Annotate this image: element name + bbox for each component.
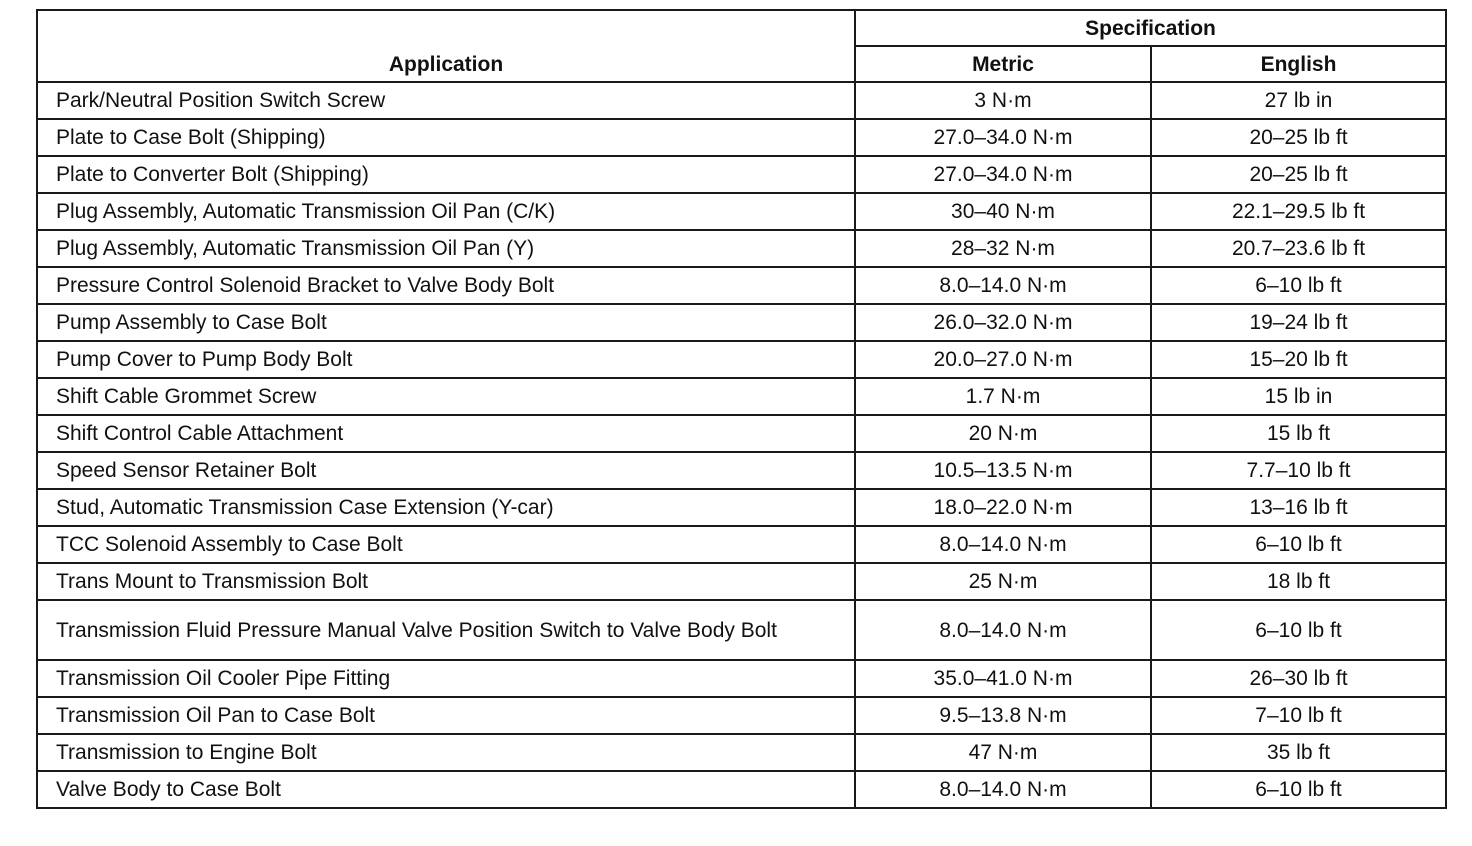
application-cell: Pump Assembly to Case Bolt bbox=[37, 304, 855, 341]
application-column-header: Application bbox=[37, 10, 855, 82]
application-cell: Trans Mount to Transmission Bolt bbox=[37, 563, 855, 600]
table-row bbox=[37, 697, 1446, 734]
english-cell: 19–24 lb ft bbox=[1151, 304, 1446, 341]
table-row bbox=[37, 563, 1446, 600]
application-cell: TCC Solenoid Assembly to Case Bolt bbox=[37, 526, 855, 563]
english-cell: 26–30 lb ft bbox=[1151, 660, 1446, 697]
table-body bbox=[37, 82, 1446, 808]
metric-cell: 26.0–32.0 N·m bbox=[855, 304, 1151, 341]
english-cell: 27 lb in bbox=[1151, 82, 1446, 119]
application-cell: Transmission to Engine Bolt bbox=[37, 734, 855, 771]
english-cell: 15–20 lb ft bbox=[1151, 341, 1446, 378]
metric-cell: 35.0–41.0 N·m bbox=[855, 660, 1151, 697]
table-row bbox=[37, 230, 1446, 267]
metric-cell: 27.0–34.0 N·m bbox=[855, 119, 1151, 156]
table-row bbox=[37, 600, 1446, 660]
table-row bbox=[37, 734, 1446, 771]
application-cell: Pump Cover to Pump Body Bolt bbox=[37, 341, 855, 378]
metric-cell: 30–40 N·m bbox=[855, 193, 1151, 230]
metric-cell: 28–32 N·m bbox=[855, 230, 1151, 267]
application-cell: Transmission Fluid Pressure Manual Valve Position Switch to Valve Body Bolt bbox=[37, 600, 855, 660]
metric-cell: 20.0–27.0 N·m bbox=[855, 341, 1151, 378]
metric-cell: 8.0–14.0 N·m bbox=[855, 526, 1151, 563]
table-row bbox=[37, 193, 1446, 230]
english-cell: 6–10 lb ft bbox=[1151, 600, 1446, 660]
english-cell: 22.1–29.5 lb ft bbox=[1151, 193, 1446, 230]
table-row bbox=[37, 415, 1446, 452]
application-cell: Plate to Converter Bolt (Shipping) bbox=[37, 156, 855, 193]
metric-cell: 8.0–14.0 N·m bbox=[855, 267, 1151, 304]
metric-cell: 18.0–22.0 N·m bbox=[855, 489, 1151, 526]
application-cell: Shift Control Cable Attachment bbox=[37, 415, 855, 452]
english-cell: 6–10 lb ft bbox=[1151, 771, 1446, 808]
table-row bbox=[37, 267, 1446, 304]
specification-column-header: Specification bbox=[855, 10, 1446, 46]
english-cell: 15 lb in bbox=[1151, 378, 1446, 415]
metric-cell: 3 N·m bbox=[855, 82, 1151, 119]
metric-cell: 1.7 N·m bbox=[855, 378, 1151, 415]
metric-cell: 9.5–13.8 N·m bbox=[855, 697, 1151, 734]
table-header bbox=[37, 10, 1446, 82]
application-cell: Stud, Automatic Transmission Case Extension (Y-car) bbox=[37, 489, 855, 526]
english-cell: 20.7–23.6 lb ft bbox=[1151, 230, 1446, 267]
torque-specification-table bbox=[36, 9, 1447, 809]
metric-cell: 8.0–14.0 N·m bbox=[855, 600, 1151, 660]
application-cell: Plug Assembly, Automatic Transmission Oil Pan (C/K) bbox=[37, 193, 855, 230]
english-cell: 6–10 lb ft bbox=[1151, 526, 1446, 563]
metric-cell: 20 N·m bbox=[855, 415, 1151, 452]
table-row bbox=[37, 771, 1446, 808]
english-cell: 7–10 lb ft bbox=[1151, 697, 1446, 734]
english-cell: 35 lb ft bbox=[1151, 734, 1446, 771]
table-row bbox=[37, 452, 1446, 489]
application-cell: Valve Body to Case Bolt bbox=[37, 771, 855, 808]
table-row bbox=[37, 660, 1446, 697]
metric-cell: 10.5–13.5 N·m bbox=[855, 452, 1151, 489]
application-cell: Speed Sensor Retainer Bolt bbox=[37, 452, 855, 489]
metric-cell: 47 N·m bbox=[855, 734, 1151, 771]
application-cell: Pressure Control Solenoid Bracket to Valve Body Bolt bbox=[37, 267, 855, 304]
english-column-header: English bbox=[1151, 46, 1446, 82]
table-row bbox=[37, 378, 1446, 415]
application-cell: Park/Neutral Position Switch Screw bbox=[37, 82, 855, 119]
metric-column-header: Metric bbox=[855, 46, 1151, 82]
english-cell: 20–25 lb ft bbox=[1151, 119, 1446, 156]
english-cell: 6–10 lb ft bbox=[1151, 267, 1446, 304]
metric-cell: 8.0–14.0 N·m bbox=[855, 771, 1151, 808]
table-row bbox=[37, 156, 1446, 193]
application-cell: Plate to Case Bolt (Shipping) bbox=[37, 119, 855, 156]
table-row bbox=[37, 119, 1446, 156]
application-cell: Plug Assembly, Automatic Transmission Oil Pan (Y) bbox=[37, 230, 855, 267]
english-cell: 15 lb ft bbox=[1151, 415, 1446, 452]
application-cell: Transmission Oil Cooler Pipe Fitting bbox=[37, 660, 855, 697]
english-cell: 20–25 lb ft bbox=[1151, 156, 1446, 193]
table-row bbox=[37, 341, 1446, 378]
english-cell: 18 lb ft bbox=[1151, 563, 1446, 600]
application-cell: Shift Cable Grommet Screw bbox=[37, 378, 855, 415]
metric-cell: 25 N·m bbox=[855, 563, 1151, 600]
table-row bbox=[37, 489, 1446, 526]
table-row bbox=[37, 304, 1446, 341]
metric-cell: 27.0–34.0 N·m bbox=[855, 156, 1151, 193]
application-cell: Transmission Oil Pan to Case Bolt bbox=[37, 697, 855, 734]
table-row bbox=[37, 526, 1446, 563]
table-row bbox=[37, 82, 1446, 119]
english-cell: 13–16 lb ft bbox=[1151, 489, 1446, 526]
english-cell: 7.7–10 lb ft bbox=[1151, 452, 1446, 489]
